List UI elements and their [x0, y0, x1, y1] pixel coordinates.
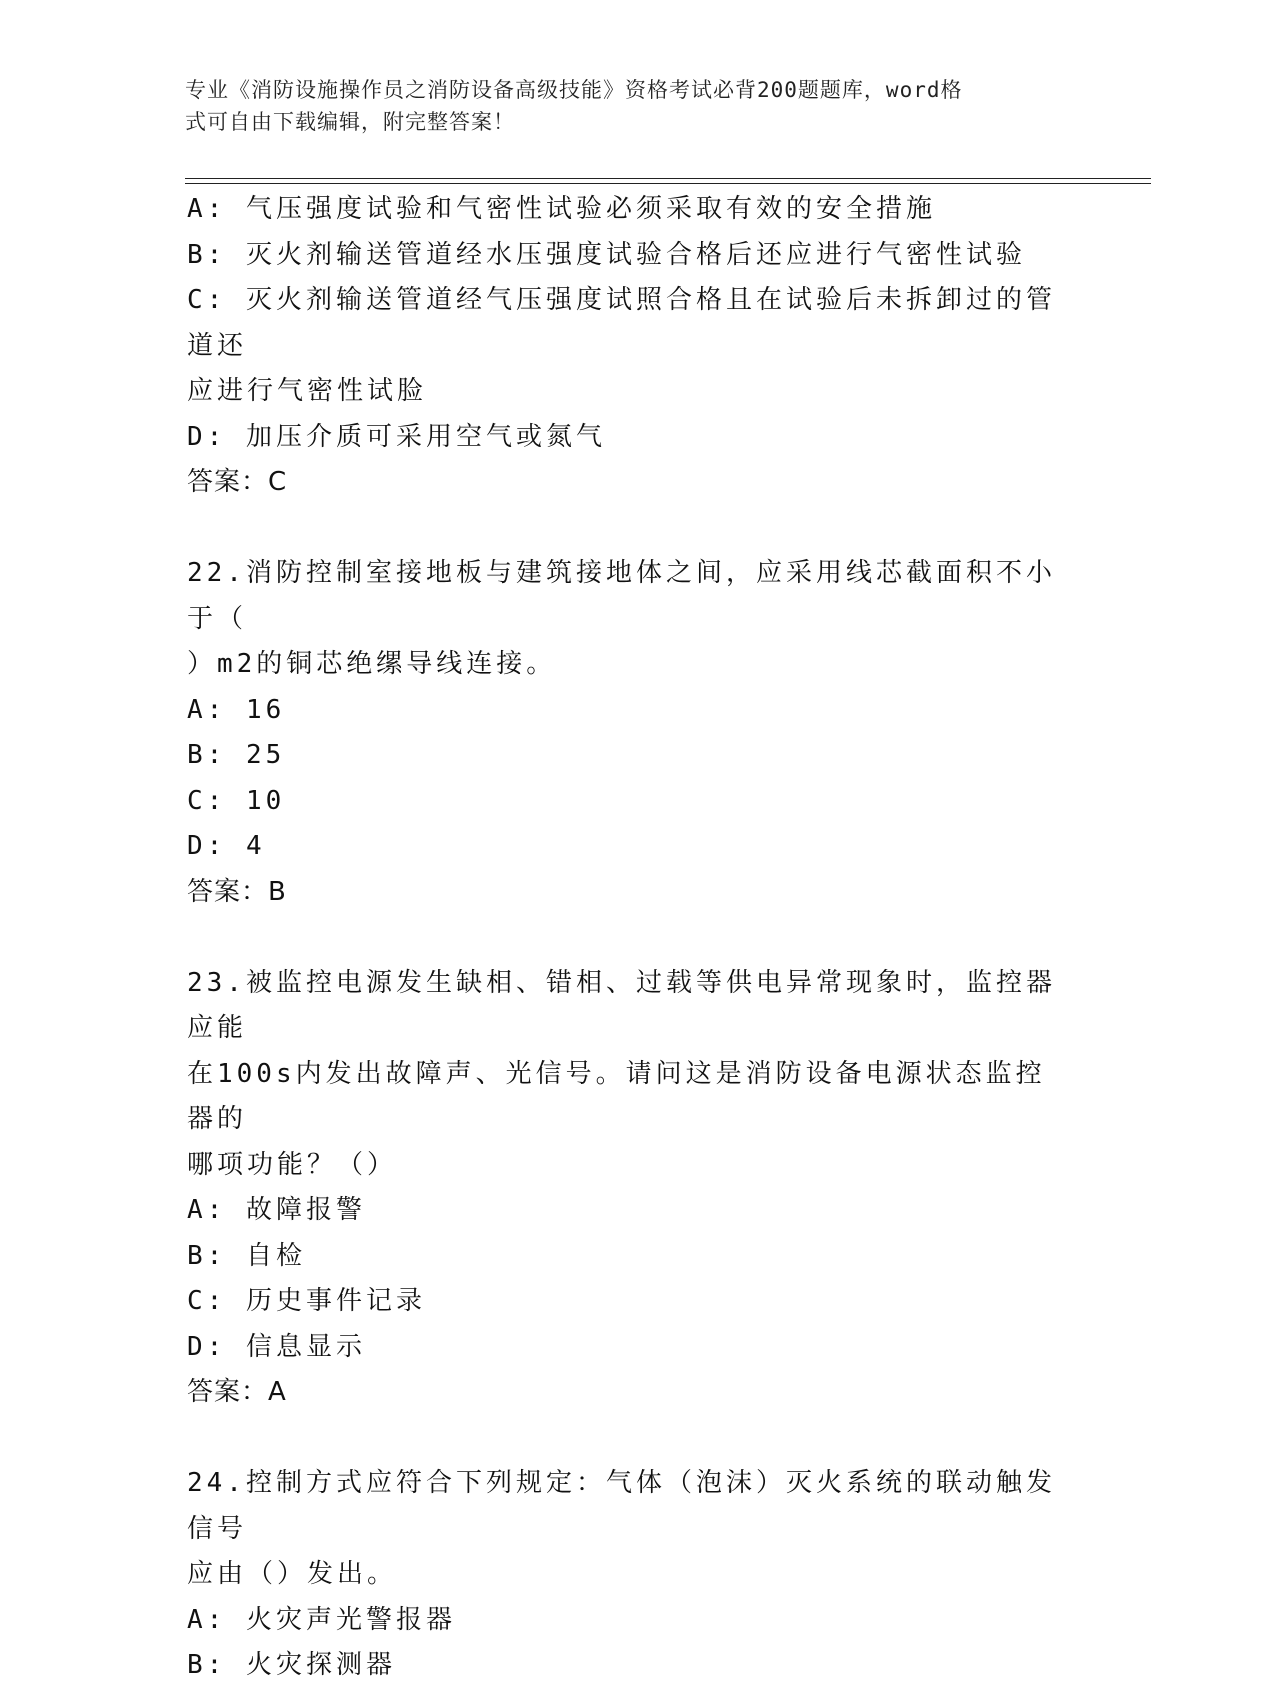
option-a: A: 火灾声光警报器 — [187, 1604, 456, 1635]
header-divider-top — [185, 178, 1151, 179]
question-stem-line-1: 24.控制方式应符合下列规定：气体（泡沫）灭火系统的联动触发信号 — [187, 1468, 1056, 1544]
option-b: B: 25 — [187, 740, 286, 770]
question-stem-line-1: 22.消防控制室接地板与建筑接地体之间，应采用线芯截面积不小于（ — [187, 558, 1056, 634]
answer-line: 答案：A — [187, 1377, 287, 1407]
option-b: B: 自检 — [187, 1240, 306, 1271]
option-a: A: 气压强度试验和气密性试验必须采取有效的安全措施 — [187, 194, 936, 224]
option-d: D: 信息显示 — [187, 1331, 366, 1362]
header-divider-bottom — [185, 183, 1151, 184]
option-d: D: 加压介质可采用空气或氮气 — [187, 421, 606, 452]
option-a: A: 16 — [187, 694, 286, 725]
option-b: B: 火灾探测器 — [187, 1650, 396, 1680]
option-c-line-1: C: 灭火剂输送管道经气压强度试照合格且在试验后未拆卸过的管道还 — [187, 285, 1056, 361]
question-spacer — [187, 915, 1067, 961]
question-spacer — [187, 1416, 1067, 1462]
option-c: C: 10 — [187, 785, 286, 816]
question-stem-line-3: 哪项功能？（） — [187, 1149, 398, 1180]
option-a: A: 故障报警 — [187, 1195, 366, 1225]
question-21-continued — [187, 187, 1067, 506]
answer-line: 答案：B — [187, 876, 287, 907]
option-c-line-2: 应进行气密性试脸 — [187, 376, 428, 406]
header-line-1: 专业《消防设施操作员之消防设备高级技能》资格考试必背200题题库，word格 — [185, 78, 963, 102]
question-23 — [187, 961, 1067, 1416]
question-stem-line-1: 23.被监控电源发生缺相、错相、过载等供电异常现象时，监控器应能 — [187, 967, 1056, 1043]
question-22 — [187, 551, 1067, 915]
option-b: B: 灭火剂输送管道经水压强度试验合格后还应进行气密性试验 — [187, 239, 1026, 270]
question-24 — [187, 1461, 1067, 1689]
option-d: D: 4 — [187, 831, 266, 861]
question-stem-line-2: ）m2的铜芯绝缧导线连接。 — [187, 649, 557, 679]
question-stem-line-2: 应由（）发出。 — [187, 1559, 398, 1589]
answer-line: 答案：C — [187, 467, 288, 497]
document-header — [185, 74, 1065, 138]
question-spacer — [187, 506, 1067, 552]
header-line-2: 式可自由下载编辑，附完整答案！ — [185, 110, 515, 134]
question-stem-line-2: 在100s内发出故障声、光信号。请问这是消防设备电源状态监控器的 — [187, 1058, 1046, 1134]
option-c: C: 历史事件记录 — [187, 1286, 426, 1316]
question-content — [187, 187, 1067, 1689]
